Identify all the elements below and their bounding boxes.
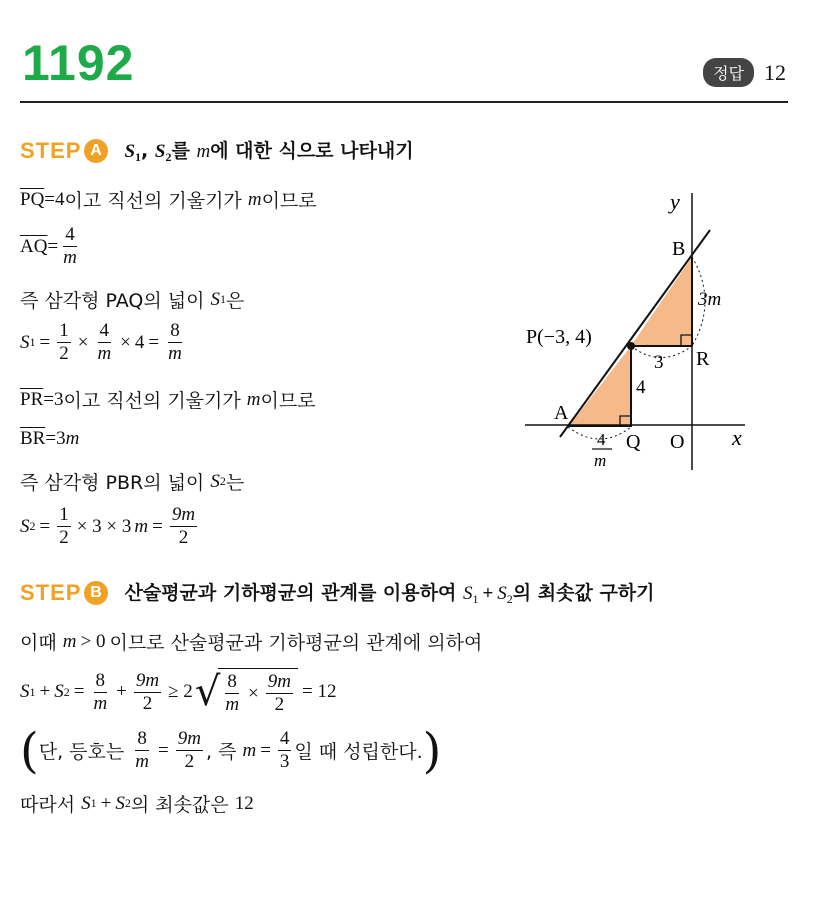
step-b-circle: B xyxy=(84,581,108,605)
line-aq: $\overline{AQ}$ = $\frac{4}{m}$ xyxy=(20,224,77,268)
line-pq: $\overline{PQ}$ =4 이고 직선의 기울기가 m 이므로 xyxy=(20,188,317,212)
label-4: 4 xyxy=(636,377,646,398)
line-s2-formula: S 2 = $\frac{1}{2}$ × 3 × 3 m = $\frac{9m}{2}$ xyxy=(20,504,196,548)
line-b4-conclusion: 따라서 S 1 + S 2 의 최솟값은 12 xyxy=(20,792,254,816)
step-a-title: 에 대한 식으로 나타내기 xyxy=(210,140,414,162)
label-b: B xyxy=(672,238,686,260)
header-divider xyxy=(20,101,788,103)
step-a-circle: A xyxy=(84,139,108,163)
triangle-paq xyxy=(568,346,631,427)
step-b-title: 산술평균과 기하평균의 관계를 이용하여 xyxy=(124,582,457,604)
line-s1-formula: S 1 = $\frac{1}{2}$ × $\frac{4}{m}$ × 4 = $\frac{8}{m}$ xyxy=(20,320,182,364)
label-o: O xyxy=(670,431,685,453)
line-b1: 이때 m > 0 이므로 산술평균과 기하평균의 관계에 의하여 xyxy=(20,630,483,654)
label-frac-den: m xyxy=(594,451,607,470)
label-x: x xyxy=(732,425,742,450)
label-y: y xyxy=(670,189,680,214)
step-b-heading: STEP B 산술평균과 기하평균의 관계를 이용하여 $S_1 + S_2$의 최솟값 구하기 xyxy=(20,579,655,606)
line-s2-intro: 즉 삼각형 PBR의 넓이 S 2 는 xyxy=(20,470,245,494)
step-a-heading: STEP A $S_1$, $S_2$를 m에 대한 식으로 나타내기 xyxy=(20,137,414,164)
sqrt-symbol: √ $\frac{8}{m}$ × $\frac{9m}{2}$ xyxy=(195,668,298,716)
point-p xyxy=(627,342,635,350)
label-3: 3 xyxy=(654,352,664,373)
label-p: P(−3, 4) xyxy=(526,326,592,348)
label-frac-num: 4 xyxy=(597,430,606,449)
label-q: Q xyxy=(626,431,641,453)
line-pr: $\overline{PR}$ =3 이고 직선의 기울기가 m 이므로 xyxy=(20,388,316,412)
problem-number: 1192 xyxy=(22,35,135,91)
line-b3-equality: ( 단, 등호는 $\frac{8}{m}$ = $\frac{9m}{2}$ , 즉 m = $\frac{4}{3}$ 일 때 성립한다. ) xyxy=(20,722,442,779)
label-r: R xyxy=(696,348,710,370)
triangle-pbr xyxy=(631,257,692,346)
coordinate-figure xyxy=(520,185,760,475)
line-s1-intro: 즉 삼각형 PAQ의 넓이 S 1 은 xyxy=(20,288,245,312)
answer-badge: 정답 xyxy=(703,58,754,87)
step-a-tag: STEP A xyxy=(20,138,108,164)
line-br: $\overline{BR}$ =3 m xyxy=(20,428,80,449)
label-a: A xyxy=(554,402,569,424)
answer-box xyxy=(703,58,786,87)
line-b2-inequality: S 1 + S 2 = $\frac{8}{m}$ + $\frac{9m}{2}$ ≥ 2 √ $\frac{8}{m}$ × $\frac{9m}{2}$ = 12 xyxy=(20,669,337,715)
step-b-tag: STEP B xyxy=(20,580,108,606)
answer-value: 12 xyxy=(764,59,786,85)
label-3m: 3m xyxy=(698,289,722,310)
